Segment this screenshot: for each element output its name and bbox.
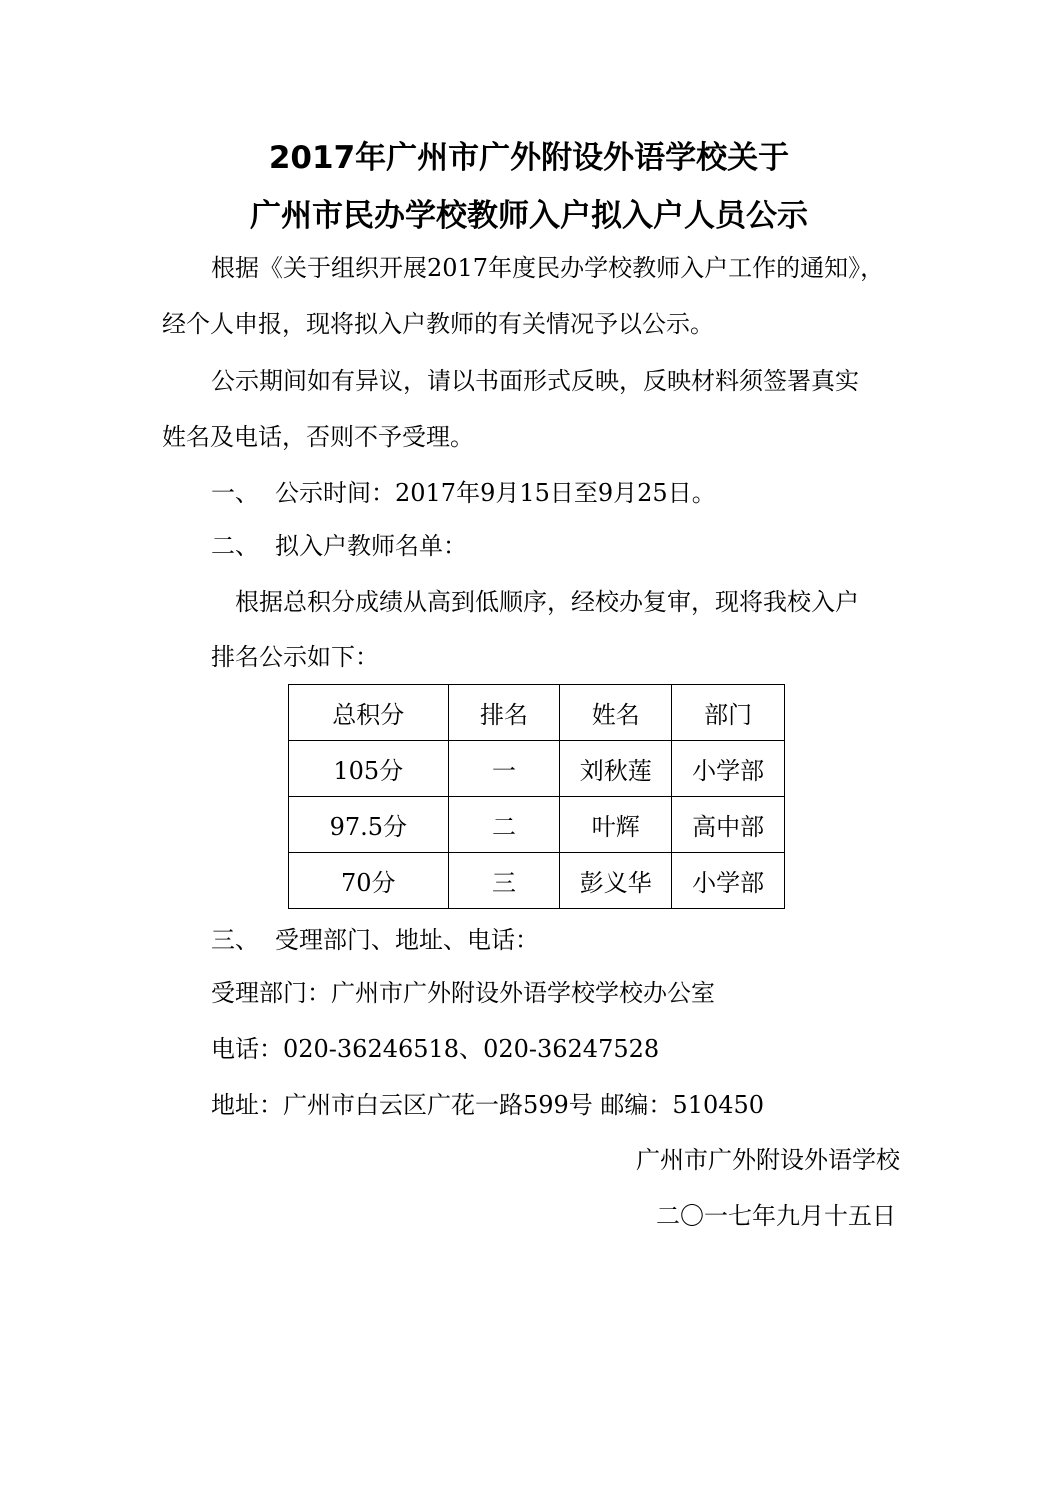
- title-line-2: 广州市民办学校教师入户拟入户人员公示: [250, 198, 808, 234]
- title-line-1: 2017年广州市广外附设外语学校关于: [268, 140, 790, 176]
- section-2-description-line-1: 根据总积分成绩从高到低顺序，经校办复审，现将我校入户: [235, 588, 859, 616]
- table-cell-department: 小学部: [672, 853, 785, 909]
- table-cell-name: 叶辉: [560, 797, 672, 853]
- table-cell-score: 70分: [289, 853, 449, 909]
- section-1-text: 公示时间：2017年9月15日至9月25日。: [275, 479, 716, 507]
- section-2-text: 拟入户教师名单：: [275, 532, 467, 560]
- table-header-department: 部门: [672, 685, 785, 741]
- contact-phone: 电话：020-36246518、020-36247528: [211, 1035, 660, 1063]
- contact-department: 受理部门：广州市广外附设外语学校学校办公室: [211, 979, 715, 1007]
- table-cell-name: 彭义华: [560, 853, 672, 909]
- table-header-row: [289, 685, 785, 741]
- table-cell-department: 高中部: [672, 797, 785, 853]
- table-row: [289, 853, 785, 909]
- section-3-text: 受理部门、地址、电话：: [275, 926, 539, 954]
- table-row: [289, 797, 785, 853]
- section-2: [211, 530, 467, 562]
- table-header-name: 姓名: [560, 685, 672, 741]
- ranking-table: [288, 684, 785, 909]
- section-3: [211, 924, 539, 956]
- table-header-rank: 排名: [448, 685, 560, 741]
- table-cell-department: 小学部: [672, 741, 785, 797]
- table-cell-rank: 三: [448, 853, 560, 909]
- section-2-description-line-2: 排名公示如下：: [211, 643, 379, 671]
- section-2-number: 二、: [211, 532, 259, 560]
- table-cell-score: 97.5分: [289, 797, 449, 853]
- table-header-score: 总积分: [289, 685, 449, 741]
- table-cell-rank: 一: [448, 741, 560, 797]
- section-3-number: 三、: [211, 926, 259, 954]
- table-cell-score: 105分: [289, 741, 449, 797]
- table-row: [289, 741, 785, 797]
- table-cell-rank: 二: [448, 797, 560, 853]
- intro-paragraph-1-line-1: 根据《关于组织开展2017年度民办学校教师入户工作的通知》，: [211, 254, 885, 282]
- section-1-number: 一、: [211, 479, 259, 507]
- intro-paragraph-2-line-1: 公示期间如有异议，请以书面形式反映，反映材料须签署真实: [211, 367, 859, 395]
- signature-date: 二〇一七年九月十五日: [656, 1202, 896, 1230]
- signature-organization: 广州市广外附设外语学校: [636, 1146, 900, 1174]
- contact-address: 地址：广州市白云区广花一路599号 邮编：510450: [211, 1091, 765, 1119]
- intro-paragraph-2-line-2: 姓名及电话，否则不予受理。: [162, 423, 474, 451]
- section-1: [211, 477, 716, 509]
- table-cell-name: 刘秋莲: [560, 741, 672, 797]
- intro-paragraph-1-line-2: 经个人申报，现将拟入户教师的有关情况予以公示。: [162, 310, 714, 338]
